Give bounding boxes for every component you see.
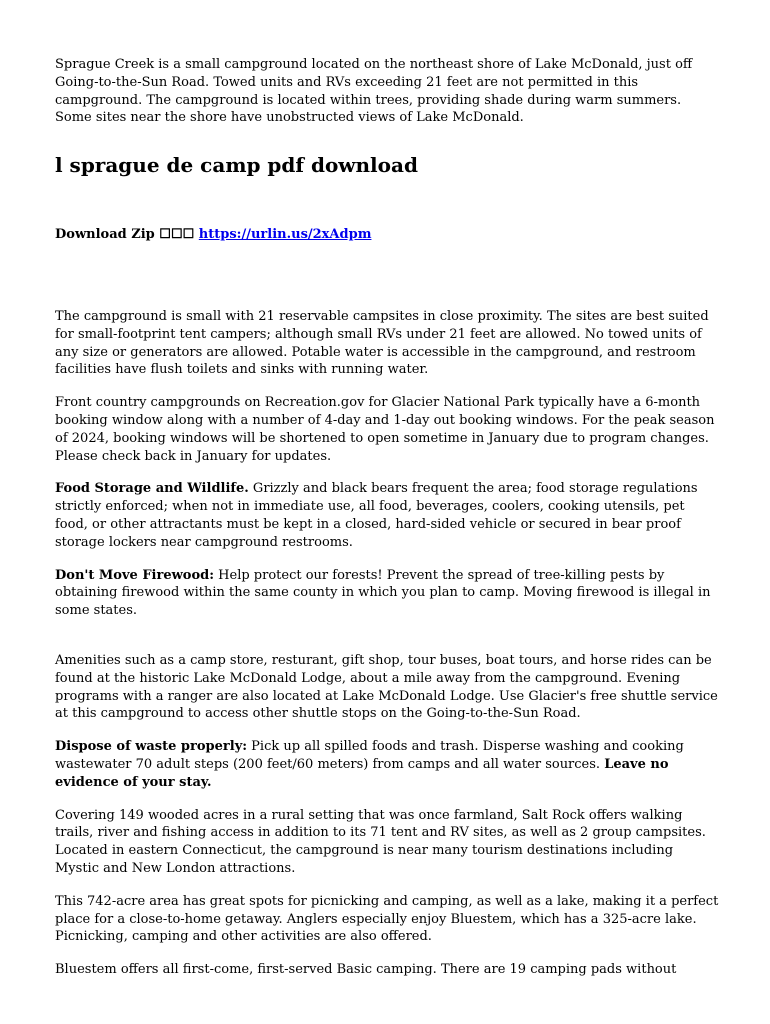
download-link[interactable]: https://urlin.us/2xAdpm <box>198 227 372 243</box>
download-label: Download Zip <box>55 227 155 243</box>
paragraph-amenities: Amenities such as a camp store, resturant, gift shop, tour buses, boat tours, and horse rides can be found at the historic Lake McDonald Lodge, about a mile away from the campground. Evening programs with a ranger are also located at Lake McDonald Lodge. Use Glacier's free shuttle service at this campground to access other shuttle stops on the Going-to-the-Sun Road. <box>55 652 718 722</box>
food-storage-text: Grizzly and black bears frequent the area; food storage regulations strictly enforced; when not in immediate use, all food, beverages, coolers, cooking utensils, pet food, or other attractants must be kept in a closed, hard-sided vehicle or secured in bear proof storage lockers near campground restrooms. <box>55 481 698 550</box>
paragraph-bluestem-camping: Bluestem offers all first-come, first-served Basic camping. There are 19 camping pads without <box>55 962 677 978</box>
paragraph-salt-rock: Covering 149 wooded acres in a rural setting that was once farmland, Salt Rock offers walking trails, river and fishing access in addition to its 71 tent and RV sites, as well as 2 group campsites. Located in eastern Connecticut, the campground is near many tourism destinations including Mystic and New London attractions. <box>55 807 706 876</box>
paragraph-bluestem-area: This 742-acre area has great spots for picnicking and camping, as well as a lake, making it a perfect place for a close-to-home getaway. Anglers especially enjoy Bluestem, which has a 325-acre lake. Picnicking, camping and other activities are also offered. <box>55 893 719 945</box>
firewood-text: Help protect our forests! Prevent the spread of tree-killing pests by obtaining firewood within the same county in which you plan to camp. Moving firewood is illegal in some states. <box>55 567 711 619</box>
intro-paragraph: Sprague Creek is a small campground located on the northeast shore of Lake McDonald, just off Going-to-the-Sun Road. Towed units and RVs exceeding 21 feet are not permitted in this campground. The campground is located within trees, providing shade during warm summers. Some sites near the shore have unobstructed views of Lake McDonald. <box>55 57 693 126</box>
paragraph-booking-window: Front country campgrounds on Recreation.gov for Glacier National Park typically have a 6-month booking window along with a number of 4-day and 1-day out booking windows. For the peak season of 2024, booking windows will be shortened to open sometime in January due to program changes. Please check back in January for updates. <box>55 395 715 464</box>
paragraph-waste <box>55 738 720 791</box>
page-title: l sprague de camp pdf download <box>55 153 418 178</box>
download-arrows-icon: ☐☐☐ <box>159 227 195 243</box>
food-storage-heading: Food Storage and Wildlife. <box>55 481 249 497</box>
paragraph-firewood <box>55 567 720 620</box>
paragraph-food-storage <box>55 480 720 551</box>
paragraph-campground-small: The campground is small with 21 reservable campsites in close proximity. The sites are best suited for small-footprint tent campers; although small RVs under 21 feet are allowed. No towed units of any size or generators are allowed. Potable water is accessible in the campground, and restroom facilities have flush toilets and sinks with running water. <box>55 308 709 378</box>
waste-heading: Dispose of waste properly: <box>55 739 248 755</box>
firewood-heading: Don't Move Firewood: <box>55 567 215 583</box>
waste-text: Pick up all spilled foods and trash. Disperse washing and cooking wastewater 70 adult steps (200 feet/60 meters) from camps and all water sources. <box>55 739 684 772</box>
waste-closing: Leave no evidence of your stay. <box>55 756 669 790</box>
download-line <box>55 226 720 244</box>
